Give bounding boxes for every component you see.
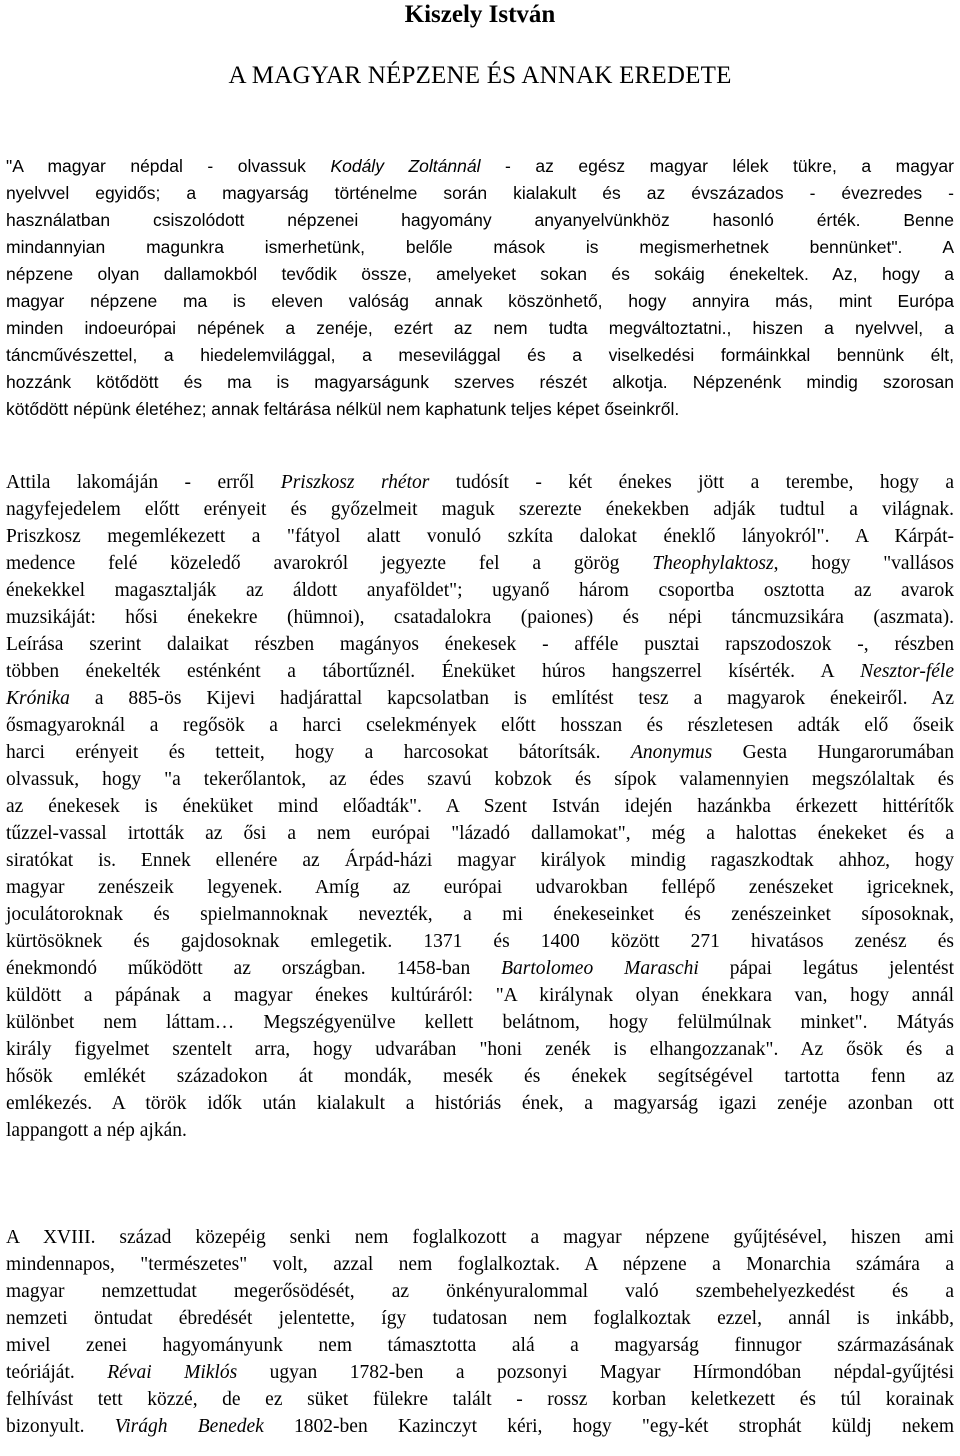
text-run: ugyan 1782-ben a pozsonyi Magyar Hírmondóban népdal-gyűjtési — [237, 1362, 954, 1383]
text-run: 1802-ben Kazinczyt kéri, hogy "egy-két strophát küldj nekem — [263, 1416, 954, 1437]
text-run: Priszkosz megemlékezett a "fátyol alatt vonuló szkíta dalokat éneklő lányokról". A Kárpát- — [6, 526, 954, 547]
text-line — [6, 631, 954, 658]
text-run: király figyelmet szentelt arra, hogy udvarában "honi zenék is elhangozzanak". Az ősök és a — [6, 1039, 954, 1060]
text-line — [6, 955, 954, 982]
author-name: Kiszely István — [404, 1, 556, 28]
paragraph-collection — [6, 1224, 954, 1440]
text-line — [6, 315, 954, 342]
text-line — [6, 207, 954, 234]
text-run: tűzzel-vassal irtották az ősi a nem európai "lázadó dallamokat", még a halottas énekeket és a — [6, 823, 954, 844]
text-line — [6, 1224, 954, 1251]
text-run: mindannyian magunkra ismerhetünk, belőle mások is megismerhetnek bennünket". A — [6, 237, 954, 257]
text-run: népzene olyan dallamokból tevődik össze, amelyeket sokan és sokáig énekeltek. Az, hogy a — [6, 264, 954, 284]
italic-text-run: Anonymus — [630, 742, 713, 763]
text-line — [6, 685, 954, 712]
text-run: lappangott a nép ajkán. — [6, 1120, 187, 1141]
text-run: nagyfejedelem előtt erényeit és győzelmeit maguk szerezte énekekben adják tudtul a világnak. — [6, 499, 954, 520]
text-run: táncművészettel, a hiedelemvilággal, a mesevilággal és a viselkedési formáinkkal bennünk élt, — [6, 345, 954, 365]
text-line — [6, 820, 954, 847]
text-run: hozzánk kötődött és ma is magyarságunk szerves részét alkotja. Népzenénk mindig szorosan — [6, 372, 954, 392]
text-line — [6, 766, 954, 793]
document-title: A MAGYAR NÉPZENE ÉS ANNAK EREDETE — [228, 62, 732, 89]
text-line — [6, 1036, 954, 1063]
text-run: Attila lakomáján - erről — [6, 472, 281, 493]
text-run: Leírása szerint dalaikat részben magányos énekesek - afféle pusztai rapszodoszok -, részben — [6, 634, 954, 655]
text-line — [6, 901, 954, 928]
text-line — [6, 234, 954, 261]
text-line — [6, 1386, 954, 1413]
text-run: magyar zenészeik legyenek. Amíg az európai udvarokban fellépő zenészeket igriceknek, — [6, 877, 954, 898]
text-run: használatban csiszolódott népzenei hagyomány anyanyelvünkhöz hasonló érték. Benne — [6, 210, 954, 230]
italic-text-run: Virágh Benedek — [114, 1416, 264, 1437]
text-run: emlékezés. A török idők után kialakult a históriás ének, a magyarság igazi zenéje azonban ott — [6, 1093, 954, 1114]
italic-text-run: Révai Miklós — [107, 1362, 238, 1383]
text-line — [6, 369, 954, 396]
text-run: "A magyar népdal - olvassuk — [6, 156, 331, 176]
text-line — [6, 261, 954, 288]
text-run: kötődött népünk életéhez; annak feltárása nélkül nem kaphatunk teljes képet őseinkről. — [6, 399, 680, 419]
italic-text-run: Priszkosz rhétor — [280, 472, 430, 493]
text-line — [6, 1090, 954, 1117]
text-line — [6, 496, 954, 523]
text-run: hősök emlékét századokon át mondák, mesék és énekek segítségével tartotta fenn az — [6, 1066, 954, 1087]
text-line — [6, 153, 954, 180]
text-run: küldött a pápának a magyar énekes kultúráról: "A királynak olyan énekkara van, hogy annál — [6, 985, 954, 1006]
text-line — [6, 1009, 954, 1036]
text-run: teóriáját. — [6, 1362, 108, 1383]
text-run: a 885-ös Kijevi hadjárattal kapcsolatban is említést tesz a magyarok énekeiről. Az — [69, 688, 954, 709]
text-run: pápai legátus jelentést — [698, 958, 954, 979]
text-line — [6, 658, 954, 685]
italic-text-run: Nesztor-féle — [860, 661, 954, 682]
text-line — [6, 874, 954, 901]
text-run: nyelvvel egyidős; a magyarság történelme során kialakult és az évszázados - évezredes - — [6, 183, 954, 203]
italic-text-run: Theophylaktosz — [652, 553, 774, 574]
text-line — [6, 1117, 954, 1144]
text-line — [6, 1251, 954, 1278]
text-line — [6, 1332, 954, 1359]
text-line — [6, 1278, 954, 1305]
text-run: harci erényeit és tetteit, hogy a harcosokat bátorítsák. — [6, 742, 631, 763]
text-run: ősmagyaroknál a regősök a harci cselekmények előtt hosszan és részletesen adták elő őseik — [6, 715, 954, 736]
italic-text-run: Bartolomeo Maraschi — [501, 958, 699, 979]
text-line — [6, 739, 954, 766]
text-run: , hogy "vallásos — [773, 553, 954, 574]
paragraph-history — [6, 469, 954, 1144]
text-run: felhívást tett közzé, de ez süket fülekre talált - rossz korban keletkezett és túl korainak — [6, 1389, 954, 1410]
text-run: nemzeti öntudat ébredését jelentette, így tudatosan nem foglalkoztak ezzel, annál is inkább, — [6, 1308, 954, 1329]
text-run: tudósít - két énekes jött a terembe, hogy a — [429, 472, 954, 493]
text-line — [6, 604, 954, 631]
text-line — [6, 1063, 954, 1090]
text-line — [6, 1359, 954, 1386]
text-run: többen énekelték esténként a tábortűznél. Éneküket húros hangszerrel kísérték. A — [6, 661, 861, 682]
text-line — [6, 577, 954, 604]
text-line — [6, 469, 954, 496]
text-run: medence felé közeledő avarokról jegyezte fel a görög — [6, 553, 653, 574]
text-run: siratókat is. Ennek ellenére az Árpád-házi magyar királyok mindig ragaszkodtak ahhoz, hogy — [6, 850, 954, 871]
text-line — [6, 928, 954, 955]
text-run: joculátoroknak és spielmannoknak nevezték, a mi énekeseinket és zenészeinket síposoknak, — [6, 904, 954, 925]
text-line — [6, 180, 954, 207]
text-run: mivel zenei hagyományunk nem támasztotta alá a magyarság finnugor származásának — [6, 1335, 954, 1356]
text-line — [6, 1305, 954, 1332]
text-run: olvassuk, hogy "a tekerőlantok, az édes szavú kobzok és sípok valamennyien megszólaltak és — [6, 769, 954, 790]
text-line — [6, 712, 954, 739]
text-run: énekmondó működött az országban. 1458-ban — [6, 958, 502, 979]
text-run: A XVIII. század közepéig senki nem foglalkozott a magyar népzene gyűjtésével, hiszen ami — [6, 1227, 954, 1248]
text-run: bizonyult. — [6, 1416, 115, 1437]
text-line — [6, 396, 954, 423]
text-line — [6, 342, 954, 369]
italic-text-run: Krónika — [6, 688, 70, 709]
text-run: minden indoeurópai népének a zenéje, ezért az nem tudta megváltoztatni., hiszen a nyelvvel, a — [6, 318, 954, 338]
text-run: az énekesek is éneküket mind előadták". A Szent István idején hazánkba érkezett hittérítők — [6, 796, 954, 817]
text-line — [6, 982, 954, 1009]
text-run: Gesta Hungarorumában — [712, 742, 954, 763]
paragraph-intro — [6, 153, 954, 423]
text-run: kürtösöknek és gajdosoknak emlegetik. 1371 és 1400 között 271 hivatásos zenész és — [6, 931, 954, 952]
text-run: magyar népzene ma is eleven valóság annak köszönhető, hogy annyira más, mint Európa — [6, 291, 954, 311]
text-line — [6, 847, 954, 874]
text-line — [6, 1413, 954, 1440]
text-run: különbet nem láttam… Megszégyenülve kellett belátnom, hogy felülmúlnak minket". Mátyás — [6, 1012, 954, 1033]
text-run: mindennapos, "természetes" volt, azzal nem foglalkoztak. A népzene a Monarchia számára a — [6, 1254, 954, 1275]
text-line — [6, 550, 954, 577]
text-run: - az egész magyar lélek tükre, a magyar — [480, 156, 954, 176]
text-line — [6, 793, 954, 820]
text-line — [6, 523, 954, 550]
italic-text-run: Kodály Zoltánnál — [330, 156, 481, 176]
text-line — [6, 288, 954, 315]
text-run: magyar nemzettudat megerősödését, az önkényuralommal való szembehelyezkedést és a — [6, 1281, 954, 1302]
text-run: énekekkel magasztalják az áldott anyaföldet"; ugyanő három csoportba osztotta az avarok — [6, 580, 954, 601]
text-run: muzsikáját: hősi énekekre (hümnoi), csatadalokra (paiones) és népi táncmuzsikára (aszmata). — [6, 607, 954, 628]
